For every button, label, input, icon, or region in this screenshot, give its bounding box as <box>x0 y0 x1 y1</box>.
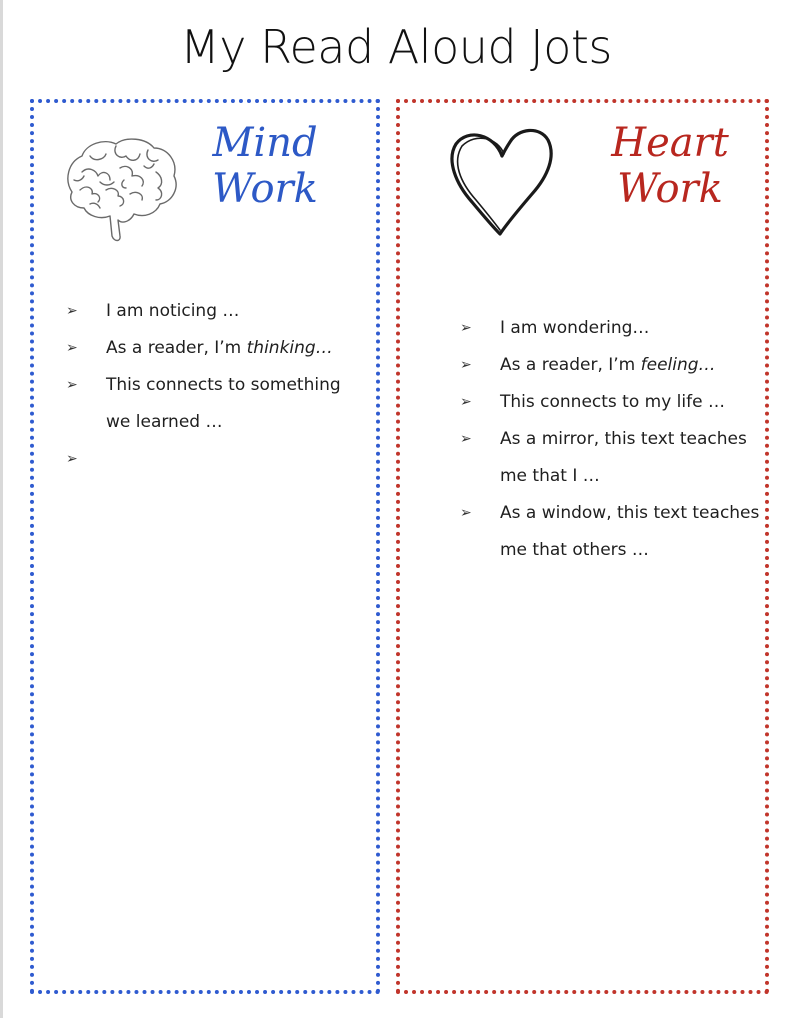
list-item <box>66 330 356 367</box>
mind-heading-line2: Work <box>212 166 318 212</box>
prompt-text: As a reader, I’m thinking… <box>106 338 333 358</box>
heart-prompt-list <box>460 310 760 569</box>
bullet-arrow-icon: ➢ <box>460 505 472 521</box>
prompt-text: As a mirror, this text teaches me that I … <box>500 429 747 486</box>
bullet-arrow-icon: ➢ <box>66 377 78 393</box>
list-item <box>460 310 760 347</box>
list-item <box>66 293 356 330</box>
list-item <box>66 367 356 441</box>
heart-heading-line1: Heart <box>611 120 729 166</box>
heart-heading-line2: Work <box>617 166 723 212</box>
page-left-edge <box>0 0 3 1018</box>
bullet-arrow-icon: ➢ <box>460 320 472 336</box>
list-item <box>460 384 760 421</box>
bullet-arrow-icon: ➢ <box>460 431 472 447</box>
mind-heading-line1: Mind <box>212 120 318 166</box>
prompt-text: I am wondering… <box>500 318 650 338</box>
mind-prompt-list <box>66 293 356 478</box>
prompt-text: As a reader, I’m feeling… <box>500 355 716 375</box>
list-item <box>66 441 356 478</box>
page-title: My Read Aloud Jots <box>180 20 612 74</box>
prompt-text: As a window, this text teaches me that others … <box>500 503 760 560</box>
prompt-text: This connects to my life … <box>500 392 725 412</box>
bullet-arrow-icon: ➢ <box>66 340 78 356</box>
list-item <box>460 495 760 569</box>
prompt-text: I am noticing … <box>106 301 240 321</box>
bullet-arrow-icon: ➢ <box>66 451 78 467</box>
bullet-arrow-icon: ➢ <box>460 357 472 373</box>
heart-icon <box>448 122 560 244</box>
list-item <box>460 347 760 384</box>
bullet-arrow-icon: ➢ <box>460 394 472 410</box>
heart-work-heading <box>590 120 750 212</box>
brain-icon <box>60 132 182 244</box>
mind-work-heading <box>190 120 340 212</box>
list-item <box>460 421 760 495</box>
prompt-text: This connects to something we learned … <box>106 375 341 432</box>
bullet-arrow-icon: ➢ <box>66 303 78 319</box>
